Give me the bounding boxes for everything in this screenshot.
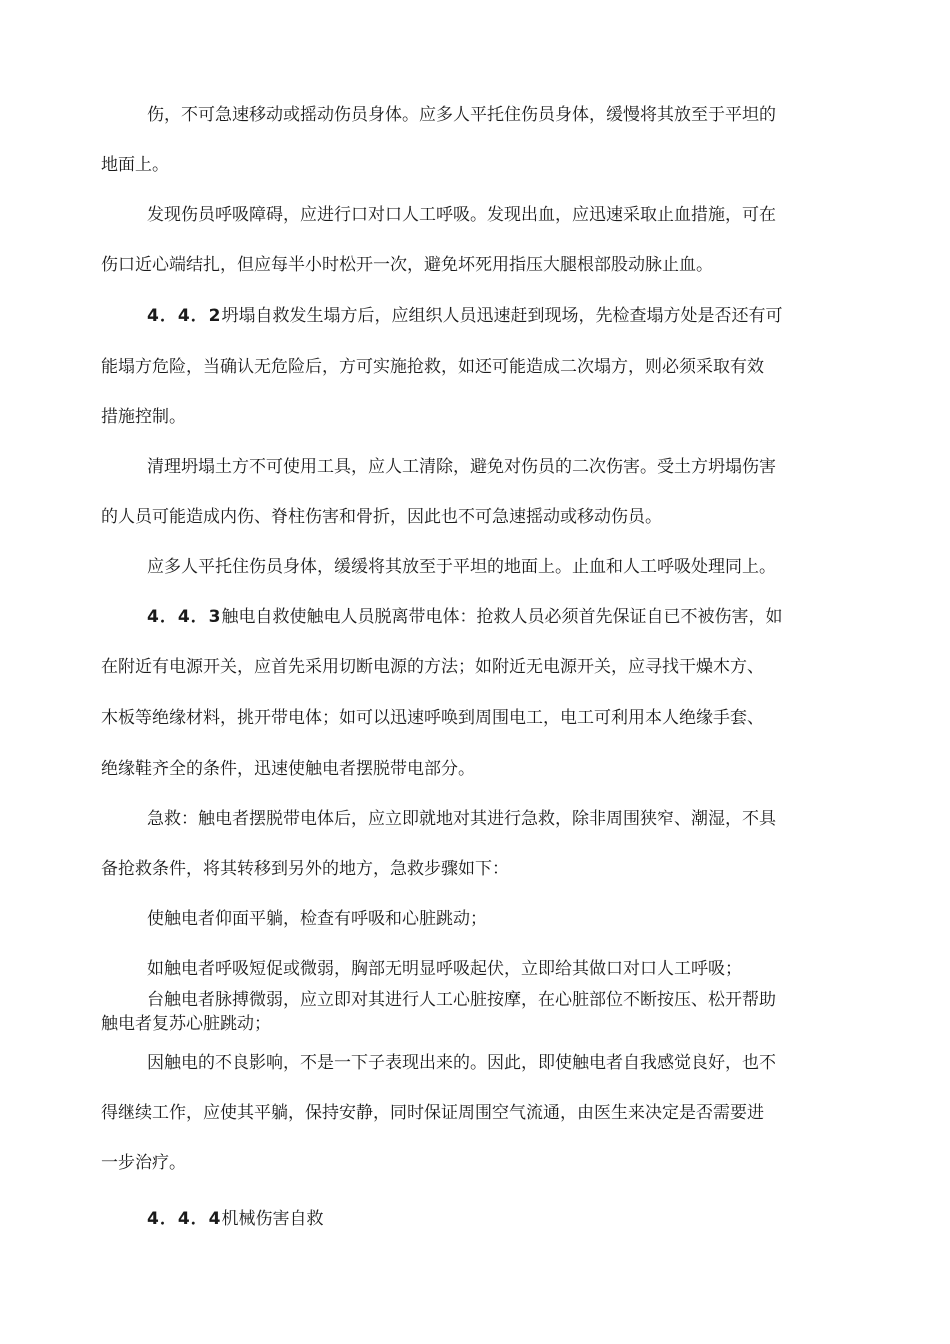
paragraph-line: 措施控制。 bbox=[101, 407, 186, 427]
paragraph-line: 因触电的不良影响，不是一下子表现出来的。因此，即使触电者自我感觉良好，也不 bbox=[147, 1053, 776, 1073]
paragraph-line: 得继续工作，应使其平躺，保持安静，同时保证周围空气流通，由医生来决定是否需要进 bbox=[101, 1103, 764, 1123]
section-heading-line bbox=[147, 1208, 324, 1230]
section-heading-line bbox=[147, 305, 783, 327]
paragraph-line: 能塌方危险，当确认无危险后，方可实施抢救，如还可能造成二次塌方，则必须采取有效 bbox=[101, 357, 764, 377]
paragraph-line: 清理坍塌土方不可使用工具，应人工清除，避免对伤员的二次伤害。受土方坍塌伤害 bbox=[147, 457, 776, 477]
section-number: 4．4．4 bbox=[147, 1209, 222, 1229]
paragraph-line: 一步治疗。 bbox=[101, 1153, 186, 1173]
paragraph-line: 如触电者呼吸短促或微弱，胸部无明显呼吸起伏，立即给其做口对口人工呼吸； bbox=[147, 959, 742, 979]
paragraph-line: 在附近有电源开关，应首先采用切断电源的方法；如附近无电源开关，应寻找干燥木方、 bbox=[101, 657, 764, 677]
paragraph-line: 伤口近心端结扎，但应每半小时松开一次，避免坏死用指压大腿根部股动脉止血。 bbox=[101, 255, 713, 275]
paragraph-line: 使触电者仰面平躺，检查有呼吸和心脏跳动； bbox=[147, 909, 487, 929]
paragraph-line: 触电者复苏心脏跳动； bbox=[101, 1014, 271, 1034]
paragraph-line: 木板等绝缘材料，挑开带电体；如可以迅速呼唤到周围电工，电工可利用本人绝缘手套、 bbox=[101, 708, 764, 728]
section-heading-line bbox=[147, 606, 783, 628]
section-text: 触电自救使触电人员脱离带电体：抢救人员必须首先保证自已不被伤害，如 bbox=[221, 607, 783, 627]
paragraph-line: 应多人平托住伤员身体，缓缓将其放至于平坦的地面上。止血和人工呼吸处理同上。 bbox=[147, 557, 776, 577]
paragraph-line: 急救：触电者摆脱带电体后，应立即就地对其进行急救，除非周围狭窄、潮湿，不具 bbox=[147, 809, 776, 829]
paragraph-line: 的人员可能造成内伤、脊柱伤害和骨折，因此也不可急速摇动或移动伤员。 bbox=[101, 507, 662, 527]
paragraph-line: 伤，不可急速移动或摇动伤员身体。应多人平托住伤员身体，缓慢将其放至于平坦的 bbox=[147, 105, 776, 125]
paragraph-line: 地面上。 bbox=[101, 155, 169, 175]
section-number: 4．4．2 bbox=[147, 306, 222, 326]
section-text: 机械伤害自救 bbox=[221, 1209, 324, 1229]
paragraph-line: 发现伤员呼吸障碍，应进行口对口人工呼吸。发现出血，应迅速采取止血措施，可在 bbox=[147, 205, 776, 225]
section-number: 4．4．3 bbox=[147, 607, 222, 627]
paragraph-line: 台触电者脉搏微弱，应立即对其进行人工心脏按摩，在心脏部位不断按压、松开帮助 bbox=[147, 990, 776, 1010]
paragraph-line: 备抢救条件，将其转移到另外的地方，急救步骤如下： bbox=[101, 859, 509, 879]
section-text: 坍塌自救发生塌方后，应组织人员迅速赶到现场，先检查塌方处是否还有可 bbox=[221, 306, 783, 326]
paragraph-line: 绝缘鞋齐全的条件，迅速使触电者摆脱带电部分。 bbox=[101, 759, 475, 779]
